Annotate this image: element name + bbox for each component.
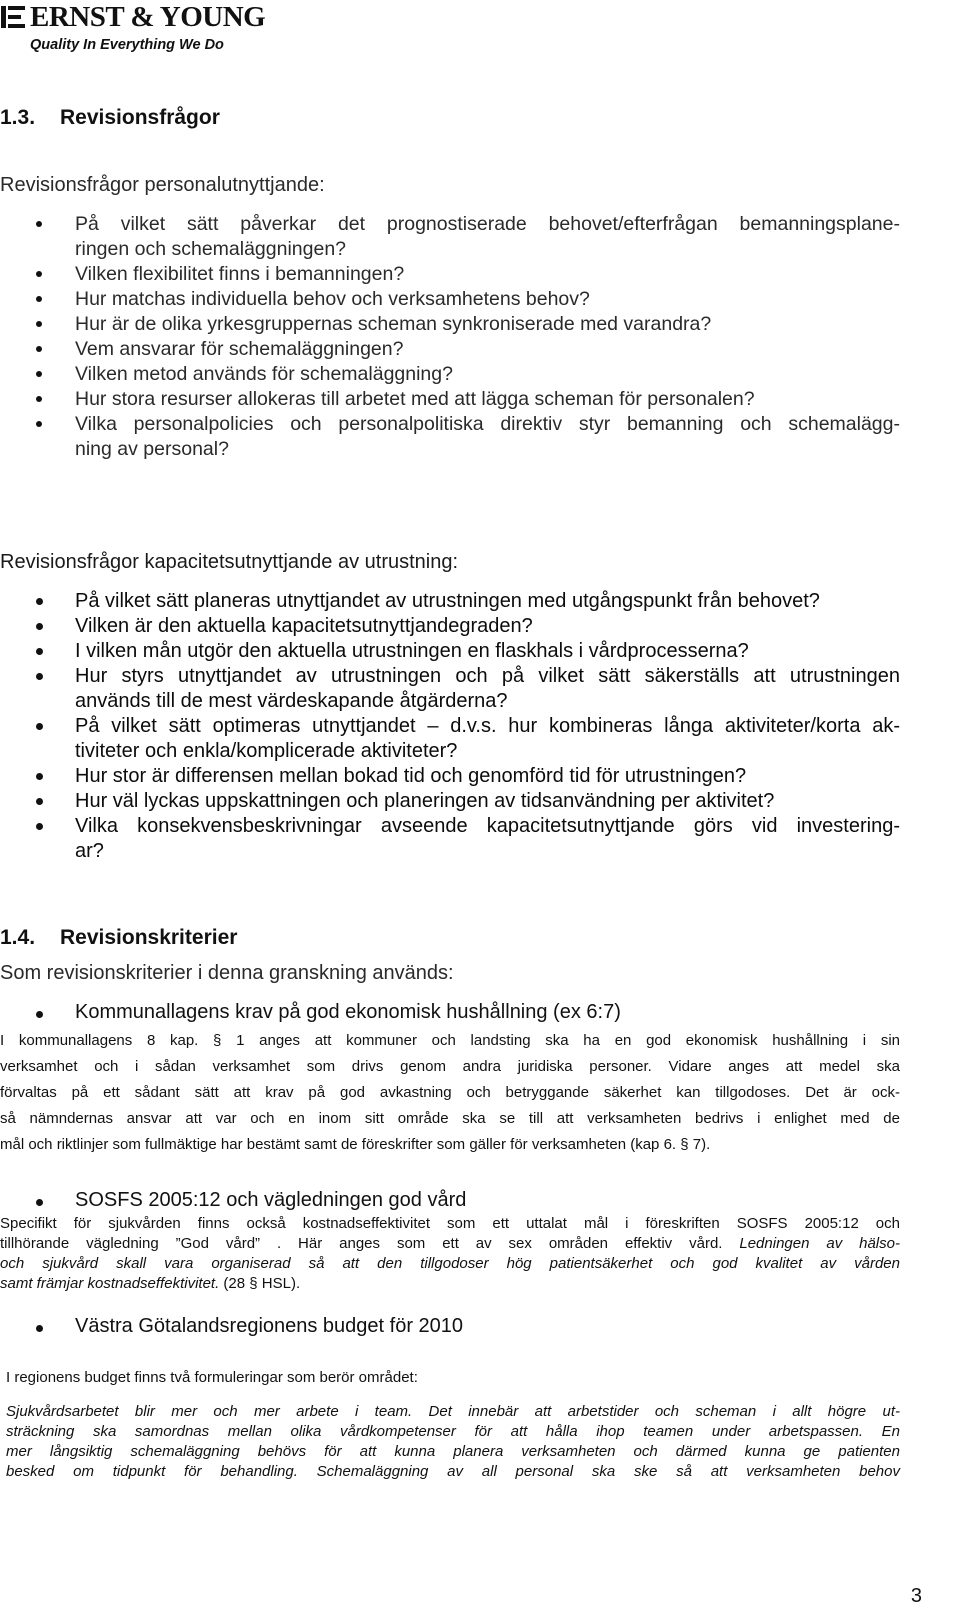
- company-logo: [0, 0, 266, 58]
- criterion-title: Kommunallagens krav på god ekonomisk hushållning (ex 6:7): [0, 1001, 900, 1024]
- equipment-question-list: [0, 589, 900, 864]
- list-item: Vilken flexibilitet finns i bemanningen?: [0, 262, 900, 287]
- list-item: I vilken mån utgör den aktuella utrustningen en flaskhals i vårdprocesserna?: [0, 639, 900, 664]
- criterion-sosfs: [0, 1189, 900, 1294]
- criterion-vgr-budget: [0, 1315, 900, 1482]
- criterion-body: Specifikt för sjukvården finns också kostnadseffektivitet som ett uttalat mål i föreskriften SOSFS 2005:12 och tillhörande vägledning ”God vård” . Här anges som ett av sex områden effektiv vård. Ledningen av hälso- och sjukvård skall vara organiserad så att den tillgodoser hög patientsäkerhet och god kvalitet av vården samt främjar kostnadseffektivitet. (28 § HSL).: [0, 1215, 900, 1292]
- list-item: På vilket sätt påverkar det prognostiserade behovet/efterfrågan bemanningsplane- ringen och schemaläggningen?: [0, 212, 900, 262]
- page-number: 3: [910, 1585, 922, 1607]
- criterion-body: I kommunallagens 8 kap. § 1 anges att kommuner och landsting ska ha en god ekonomisk hushållning i sin verksamhet och i sådan verksamhet som drivs genom andra juridiska personer. Vidare anges att medel ska förvaltas på ett sådant sätt att krav på god avkastning och betryggande säkerhet kan tillgodoses. Det är ock- så nämndernas ansvar att var och en inom sitt område ska se till att verksamheten bedrivs i enlighet med de mål och riktlinjer som fullmäktige har bestämt samt de föreskrifter som gäller för verksamheten (kap 6. § 7).: [0, 1032, 900, 1153]
- list-item: På vilket sätt planeras utnyttjandet av utrustningen med utgångspunkt från behovet?: [0, 589, 900, 614]
- group-heading-personnel: Revisionsfrågor personalutnyttjande:: [0, 174, 325, 196]
- list-item: Vilken metod används för schemaläggning?: [0, 362, 900, 387]
- list-item: Hur stor är differensen mellan bokad tid och genomförd tid för utrustningen?: [0, 764, 900, 789]
- company-name: ERNST & YOUNG: [30, 1, 266, 33]
- group-heading-equipment: Revisionsfrågor kapacitetsutnyttjande av utrustning:: [0, 551, 459, 573]
- list-item: Vilka konsekvensbeskrivningar avseende kapacitetsutnyttjande görs vid investering- ar?: [0, 814, 900, 864]
- personnel-question-list: [0, 212, 900, 462]
- list-item: Hur stora resurser allokeras till arbetet med att lägga scheman för personalen?: [0, 387, 900, 412]
- criterion-quote: Sjukvårdsarbetet blir mer och mer arbete i team. Det innebär att arbetstider och scheman i allt högre ut- sträckning ska samordnas mellan olika vårdkompetenser för att hålla ihop teamen under arbetspassen. En mer långsiktig schemaläggning behövs för att kunna planera verksamheten och därmed kunna ge patienten besked om tidpunkt för behandling. Schemaläggning av all personal ska ske så att verksamheten behov: [6, 1403, 900, 1480]
- company-tagline: Quality In Everything We Do: [30, 37, 224, 53]
- section-heading-1-3: [0, 106, 220, 130]
- criterion-title: Västra Götalandsregionens budget för 2010: [0, 1315, 900, 1338]
- list-item: Vem ansvarar för schemaläggningen?: [0, 337, 900, 362]
- criterion-intro: I regionens budget finns två formuleringar som berör området:: [6, 1369, 418, 1386]
- list-item: Vilka personalpolicies och personalpolitiska direktiv styr bemanning och schemalägg- ning av personal?: [0, 412, 900, 462]
- list-item: Hur väl lyckas uppskattningen och planeringen av tidsanvändning per aktivitet?: [0, 789, 900, 814]
- section-number: 1.3.: [0, 106, 36, 129]
- list-item: Hur är de olika yrkesgruppernas scheman synkroniserade med varandra?: [0, 312, 900, 337]
- section-title: Revisionskriterier: [60, 926, 238, 949]
- list-item: På vilket sätt optimeras utnyttjandet – d.v.s. hur kombineras långa aktiviteter/korta ak- tiviteter och enkla/komplicerade aktiviteter?: [0, 714, 900, 764]
- criterion-municipal-act: [0, 1001, 900, 1158]
- criterion-title: SOSFS 2005:12 och vägledningen god vård: [0, 1189, 900, 1212]
- list-item: Hur styrs utnyttjandet av utrustningen och på vilket sätt säkerställs att utrustningen används till de mest värdeskapande åtgärderna?: [0, 664, 900, 714]
- list-item: Vilken är den aktuella kapacitetsutnyttjandegraden?: [0, 614, 900, 639]
- section-heading-1-4: [0, 926, 237, 950]
- criteria-intro: Som revisionskriterier i denna granskning används:: [0, 962, 454, 984]
- section-title: Revisionsfrågor: [60, 106, 220, 129]
- logo-mark-icon: [1, 6, 25, 28]
- list-item: Hur matchas individuella behov och verksamhetens behov?: [0, 287, 900, 312]
- section-number: 1.4.: [0, 926, 36, 949]
